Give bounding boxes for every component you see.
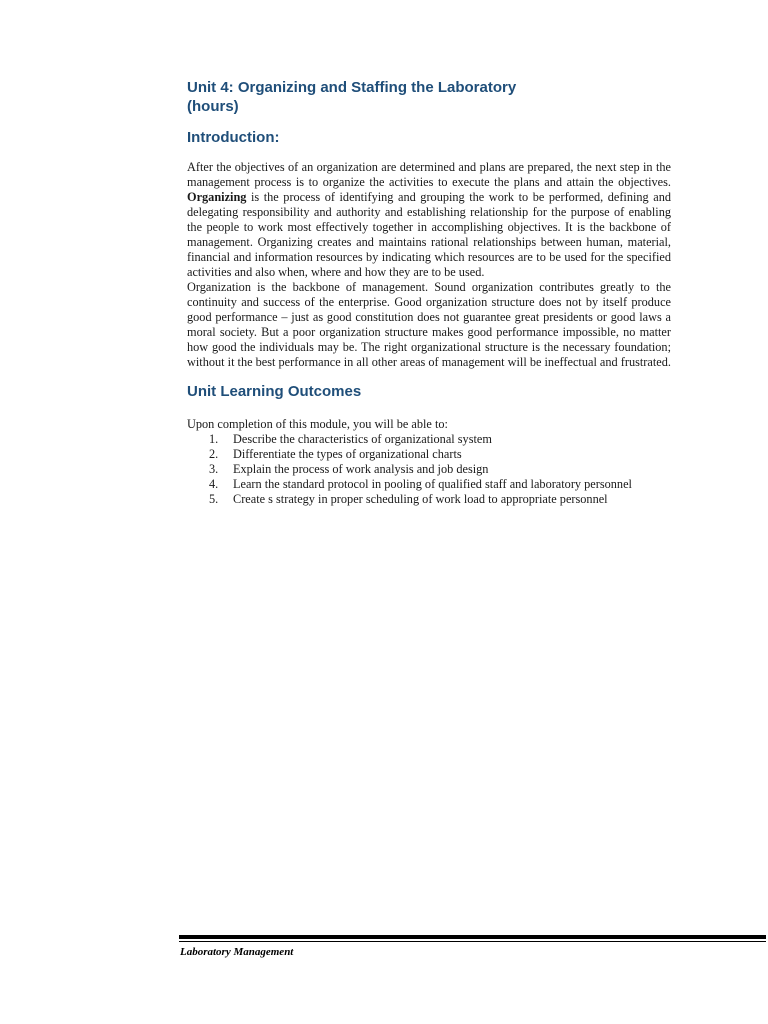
outcome-number: 2. xyxy=(209,447,219,461)
footer-rule-thick xyxy=(179,935,766,939)
outcome-item xyxy=(187,462,671,477)
intro-p1-bold-term: Organizing xyxy=(187,190,247,204)
outcome-item xyxy=(187,477,671,492)
outcome-item xyxy=(187,492,671,507)
outcome-number: 3. xyxy=(209,462,219,476)
unit-title-line1: Unit 4: Organizing and Staffing the Laboratory xyxy=(187,79,517,96)
intro-p1-start: After the objectives of an organization are determined and plans are prepared, the next step in the management process is to organize the activities to execute the plans and attain the objectives. xyxy=(187,160,671,189)
intro-p1-end: is the process of identifying and grouping the work to be performed, defining and delegating responsibility and authority and establishing relationship for the purpose of enabling the people to work most effectively together in accomplishing objectives. It is the backbone of management. Organizing creates and maintains rational relationships between human, material, financial and information resources by indicating which resources are to be used for the specified activities and also when, where and how they are to be used. xyxy=(187,190,671,279)
outcome-number: 4. xyxy=(209,477,219,491)
unit-title xyxy=(187,78,671,116)
outcomes-list xyxy=(187,432,671,507)
outcome-item xyxy=(187,447,671,462)
outcome-number: 1. xyxy=(209,432,219,446)
outcome-text: Describe the characteristics of organizational system xyxy=(233,432,492,446)
outcome-item xyxy=(187,432,671,447)
outcome-text: Learn the standard protocol in pooling of qualified staff and laboratory personnel xyxy=(233,477,632,491)
introduction-heading: Introduction: xyxy=(187,129,280,146)
page-content xyxy=(187,78,671,507)
unit-title-line2: (hours) xyxy=(187,98,239,115)
outcome-text: Differentiate the types of organizational charts xyxy=(233,447,462,461)
introduction-paragraph-1 xyxy=(187,160,671,280)
outcome-text: Create s strategy in proper scheduling of work load to appropriate personnel xyxy=(233,492,608,506)
outcome-text: Explain the process of work analysis and job design xyxy=(233,462,489,476)
introduction-paragraph-2: Organization is the backbone of management. Sound organization contributes greatly to the continuity and success of the enterprise. Good organization structure does not by itself produce good performance – just as good constitution does not guarantee great presidents or good laws a moral society. But a poor organization structure makes good performance impossible, no matter how good the individuals may be. The right organizational structure is the necessary foundation; without it the best performance in all other areas of management will be ineffectual and frustrated. xyxy=(187,280,671,369)
outcome-number: 5. xyxy=(209,492,219,506)
footer-rule-thin xyxy=(179,941,766,942)
footer-title: Laboratory Management xyxy=(180,946,294,958)
outcomes-heading: Unit Learning Outcomes xyxy=(187,383,362,400)
outcomes-lead: Upon completion of this module, you will be able to: xyxy=(187,417,448,431)
